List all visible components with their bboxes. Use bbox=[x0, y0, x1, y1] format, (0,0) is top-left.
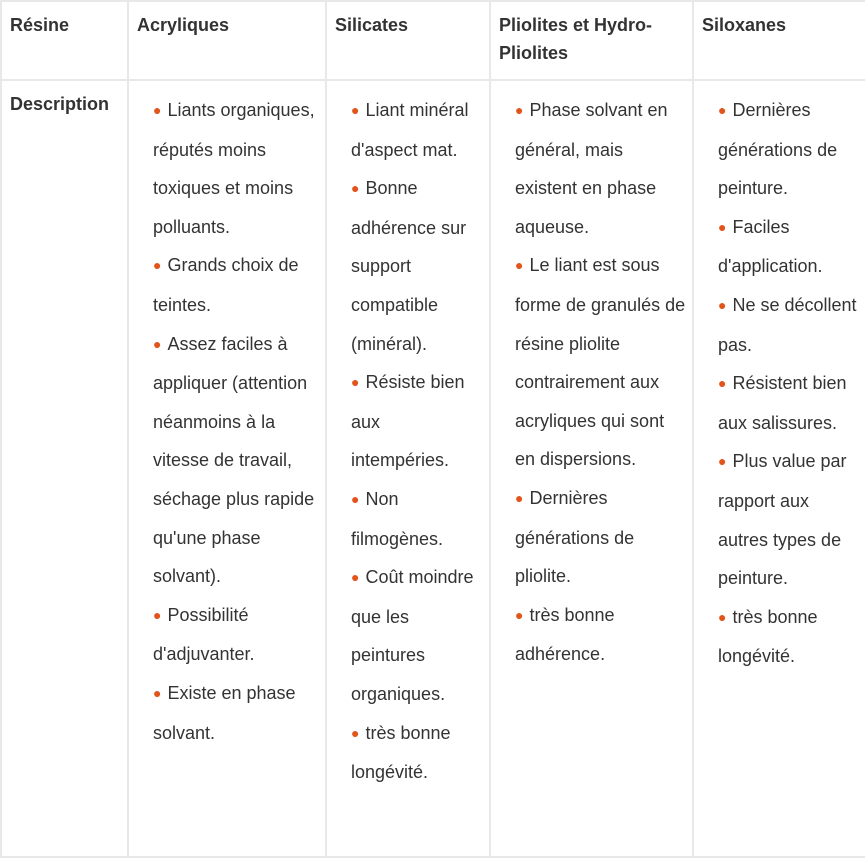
list-item-text: très bonne longévité. bbox=[351, 722, 451, 783]
bullet-dot-icon: ● bbox=[153, 102, 162, 118]
list-item bbox=[351, 558, 483, 713]
list-item-text: Plus value par rapport aux autres types de peinture. bbox=[718, 451, 847, 589]
bullet-dot-icon: ● bbox=[153, 606, 162, 623]
bullet-list bbox=[351, 91, 483, 792]
bullet-dot-icon: ● bbox=[351, 724, 360, 741]
list-item bbox=[718, 286, 859, 364]
list-item bbox=[718, 364, 859, 442]
list-item bbox=[515, 91, 686, 246]
cell-pliolites bbox=[490, 80, 693, 857]
list-item bbox=[718, 598, 859, 676]
bullet-dot-icon: ● bbox=[515, 102, 524, 118]
list-item bbox=[351, 363, 483, 480]
bullet-dot-icon: ● bbox=[515, 606, 524, 623]
bullet-dot-icon: ● bbox=[718, 296, 727, 313]
list-item-text: Assez faciles à appliquer (attention néanmoins à la vitesse de travail, séchage plus rapide qu'une phase solvant). bbox=[153, 333, 315, 587]
list-item bbox=[515, 246, 686, 479]
list-item bbox=[153, 246, 319, 324]
list-item bbox=[718, 442, 859, 597]
list-item-text: Dernières générations de peinture. bbox=[718, 100, 838, 199]
bullet-list bbox=[515, 91, 686, 674]
bullet-dot-icon: ● bbox=[153, 684, 162, 701]
list-item bbox=[153, 91, 319, 246]
list-item-text: Dernières générations de pliolite. bbox=[515, 487, 635, 587]
list-item-text: Coût moindre que les peintures organiques. bbox=[351, 567, 474, 704]
list-item bbox=[153, 674, 319, 752]
list-item bbox=[718, 91, 859, 208]
bullet-dot-icon: ● bbox=[351, 569, 360, 586]
cell-silicates bbox=[326, 80, 490, 857]
bullet-dot-icon: ● bbox=[718, 453, 727, 470]
list-item bbox=[351, 714, 483, 792]
list-item-text: Résiste bien aux intempéries. bbox=[351, 372, 465, 471]
header-siloxanes: Siloxanes bbox=[693, 1, 865, 80]
list-item-text: Bonne adhérence sur support compatible (minéral). bbox=[351, 178, 467, 354]
list-item-text: Phase solvant en général, mais existent en phase aqueuse. bbox=[515, 100, 668, 237]
list-item bbox=[718, 208, 859, 286]
bullet-dot-icon: ● bbox=[351, 374, 360, 391]
bullet-dot-icon: ● bbox=[515, 257, 524, 274]
list-item-text: Le liant est sous forme de granulés de résine pliolite contrairement aux acryliques qui sont en dispersions. bbox=[515, 255, 686, 470]
bullet-dot-icon: ● bbox=[515, 489, 524, 506]
header-row bbox=[1, 1, 865, 80]
list-item bbox=[515, 596, 686, 674]
list-item bbox=[351, 169, 483, 363]
bullet-dot-icon: ● bbox=[718, 375, 727, 392]
bullet-dot-icon: ● bbox=[351, 490, 360, 507]
list-item-text: très bonne longévité. bbox=[718, 606, 818, 667]
row-label-description: Description bbox=[1, 80, 128, 857]
header-acryliques: Acryliques bbox=[128, 1, 326, 80]
bullet-dot-icon: ● bbox=[153, 257, 162, 274]
bullet-dot-icon: ● bbox=[351, 180, 360, 197]
header-silicates: Silicates bbox=[326, 1, 490, 80]
bullet-dot-icon: ● bbox=[351, 102, 360, 118]
list-item bbox=[153, 596, 319, 674]
bullet-dot-icon: ● bbox=[718, 608, 727, 625]
description-row bbox=[1, 80, 865, 857]
list-item-text: Résistent bien aux salissures. bbox=[718, 373, 847, 433]
cell-siloxanes bbox=[693, 80, 865, 857]
bullet-dot-icon: ● bbox=[153, 335, 162, 352]
bullet-dot-icon: ● bbox=[718, 102, 727, 118]
header-pliolites: Pliolites et Hydro-Pliolites bbox=[490, 1, 693, 80]
list-item-text: Grands choix de teintes. bbox=[153, 255, 299, 315]
list-item bbox=[351, 480, 483, 558]
list-item-text: Non filmogènes. bbox=[351, 488, 444, 549]
list-item-text: Liant minéral d'aspect mat. bbox=[351, 100, 469, 160]
list-item-text: très bonne adhérence. bbox=[515, 604, 615, 665]
header-resine: Résine bbox=[1, 1, 128, 80]
bullet-list bbox=[153, 91, 319, 752]
list-item bbox=[351, 91, 483, 169]
list-item-text: Liants organiques, réputés moins toxiques et moins polluants. bbox=[153, 100, 315, 237]
bullet-dot-icon: ● bbox=[718, 218, 727, 235]
cell-acryliques bbox=[128, 80, 326, 857]
list-item-text: Existe en phase solvant. bbox=[153, 682, 296, 743]
list-item bbox=[515, 479, 686, 596]
list-item bbox=[153, 325, 319, 596]
list-item-text: Faciles d'application. bbox=[718, 216, 823, 277]
list-item-text: Ne se décollent pas. bbox=[718, 294, 857, 355]
bullet-list bbox=[718, 91, 859, 676]
list-item-text: Possibilité d'adjuvanter. bbox=[153, 604, 255, 665]
